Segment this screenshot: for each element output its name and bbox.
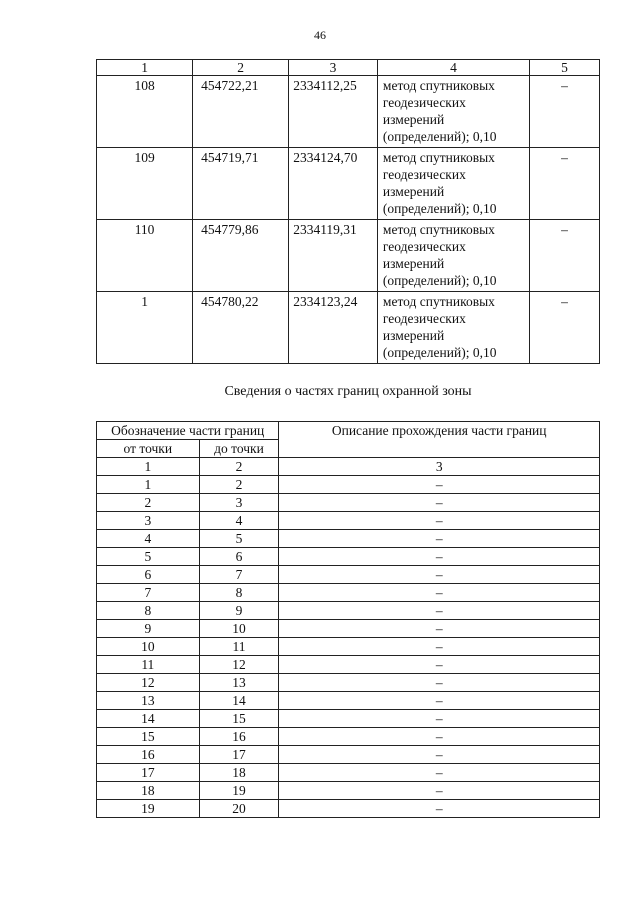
from-point: 17 <box>97 764 200 782</box>
description: – <box>279 548 600 566</box>
x-coordinate: 454719,71 <box>193 148 289 220</box>
description: – <box>279 512 600 530</box>
method-line: метод спутниковых <box>382 222 495 237</box>
description: – <box>279 584 600 602</box>
description: – <box>279 782 600 800</box>
page-number: 46 <box>314 28 326 42</box>
method-line: (определений); 0,10 <box>382 129 497 144</box>
from-point: 11 <box>97 656 200 674</box>
description: – <box>279 728 600 746</box>
method-line: геодезических <box>382 311 466 326</box>
to-point: 2 <box>199 476 279 494</box>
table-row <box>97 494 600 512</box>
numbering-cell: 2 <box>199 458 279 476</box>
method-line: измерений <box>382 256 445 271</box>
to-point: 18 <box>199 764 279 782</box>
table-row <box>97 476 600 494</box>
method-line: геодезических <box>382 239 466 254</box>
point-number: 1 <box>97 292 193 364</box>
to-point: 14 <box>199 692 279 710</box>
method-line: измерений <box>382 112 445 127</box>
coordinates-table <box>96 59 600 364</box>
table-row <box>97 638 600 656</box>
table-row <box>97 692 600 710</box>
to-point: 19 <box>199 782 279 800</box>
col-header: 3 <box>289 60 378 76</box>
to-point: 15 <box>199 710 279 728</box>
description: – <box>279 530 600 548</box>
table-row <box>97 530 600 548</box>
to-point: 20 <box>199 800 279 818</box>
from-point: 12 <box>97 674 200 692</box>
x-coordinate: 454722,21 <box>193 76 289 148</box>
from-point: 13 <box>97 692 200 710</box>
col-header: 1 <box>97 60 193 76</box>
method-cell <box>377 148 529 220</box>
from-point: 4 <box>97 530 200 548</box>
y-coordinate: 2334112,25 <box>289 76 378 148</box>
from-point: 2 <box>97 494 200 512</box>
description: – <box>279 710 600 728</box>
method-cell <box>377 220 529 292</box>
table-row <box>97 746 600 764</box>
method-line: геодезических <box>382 167 466 182</box>
to-point: 8 <box>199 584 279 602</box>
col-header: 5 <box>530 60 600 76</box>
description: – <box>279 566 600 584</box>
to-point-header: до точки <box>199 440 279 458</box>
to-point: 9 <box>199 602 279 620</box>
to-point: 5 <box>199 530 279 548</box>
table-row <box>97 674 600 692</box>
from-point: 14 <box>97 710 200 728</box>
method-line: (определений); 0,10 <box>382 201 497 216</box>
table-row <box>97 566 600 584</box>
table-row <box>97 800 600 818</box>
point-number: 110 <box>97 220 193 292</box>
note-cell: – <box>530 148 600 220</box>
from-point: 5 <box>97 548 200 566</box>
from-point: 6 <box>97 566 200 584</box>
method-line: геодезических <box>382 95 466 110</box>
point-number: 109 <box>97 148 193 220</box>
method-line: метод спутниковых <box>382 150 495 165</box>
numbering-cell: 1 <box>97 458 200 476</box>
description: – <box>279 692 600 710</box>
table-row <box>97 710 600 728</box>
table-row <box>97 656 600 674</box>
y-coordinate: 2334123,24 <box>289 292 378 364</box>
table-row <box>97 602 600 620</box>
description-header: Описание прохождения части границ <box>279 422 600 458</box>
coordinates-header-row <box>97 60 600 76</box>
description: – <box>279 764 600 782</box>
table-row <box>97 76 600 148</box>
table-row <box>97 782 600 800</box>
method-line: измерений <box>382 184 445 199</box>
to-point: 4 <box>199 512 279 530</box>
to-point: 3 <box>199 494 279 512</box>
method-line: (определений); 0,10 <box>382 345 497 360</box>
table-row <box>97 292 600 364</box>
description: – <box>279 656 600 674</box>
description: – <box>279 638 600 656</box>
table-row <box>97 620 600 638</box>
from-point: 15 <box>97 728 200 746</box>
from-point: 16 <box>97 746 200 764</box>
to-point: 7 <box>199 566 279 584</box>
boundary-parts-table <box>96 421 600 818</box>
table-row <box>97 148 600 220</box>
note-cell: – <box>530 220 600 292</box>
method-cell <box>377 76 529 148</box>
from-point: 7 <box>97 584 200 602</box>
description: – <box>279 746 600 764</box>
note-cell: – <box>530 76 600 148</box>
table-row <box>97 728 600 746</box>
numbering-cell: 3 <box>279 458 600 476</box>
col-header: 4 <box>377 60 529 76</box>
table-row <box>97 512 600 530</box>
to-point: 16 <box>199 728 279 746</box>
description: – <box>279 674 600 692</box>
from-point: 8 <box>97 602 200 620</box>
table-row <box>97 764 600 782</box>
y-coordinate: 2334119,31 <box>289 220 378 292</box>
method-line: (определений); 0,10 <box>382 273 497 288</box>
from-point: 9 <box>97 620 200 638</box>
description: – <box>279 602 600 620</box>
x-coordinate: 454779,86 <box>193 220 289 292</box>
to-point: 13 <box>199 674 279 692</box>
note-cell: – <box>530 292 600 364</box>
to-point: 10 <box>199 620 279 638</box>
col-header: 2 <box>193 60 289 76</box>
from-point: 10 <box>97 638 200 656</box>
parts-numbering-row <box>97 458 600 476</box>
description: – <box>279 494 600 512</box>
method-line: метод спутниковых <box>382 294 495 309</box>
parts-group-header-row <box>97 422 600 440</box>
method-line: метод спутниковых <box>382 78 495 93</box>
description: – <box>279 800 600 818</box>
from-point: 19 <box>97 800 200 818</box>
from-point-header: от точки <box>97 440 200 458</box>
description: – <box>279 620 600 638</box>
point-number: 108 <box>97 76 193 148</box>
description: – <box>279 476 600 494</box>
section-title: Сведения о частях границ охранной зоны <box>224 384 472 399</box>
table-row <box>97 584 600 602</box>
to-point: 12 <box>199 656 279 674</box>
from-point: 18 <box>97 782 200 800</box>
from-point: 3 <box>97 512 200 530</box>
y-coordinate: 2334124,70 <box>289 148 378 220</box>
to-point: 17 <box>199 746 279 764</box>
to-point: 6 <box>199 548 279 566</box>
table-row <box>97 548 600 566</box>
x-coordinate: 454780,22 <box>193 292 289 364</box>
to-point: 11 <box>199 638 279 656</box>
table-row <box>97 220 600 292</box>
method-cell <box>377 292 529 364</box>
method-line: измерений <box>382 328 445 343</box>
from-point: 1 <box>97 476 200 494</box>
group-header: Обозначение части границ <box>97 422 279 440</box>
